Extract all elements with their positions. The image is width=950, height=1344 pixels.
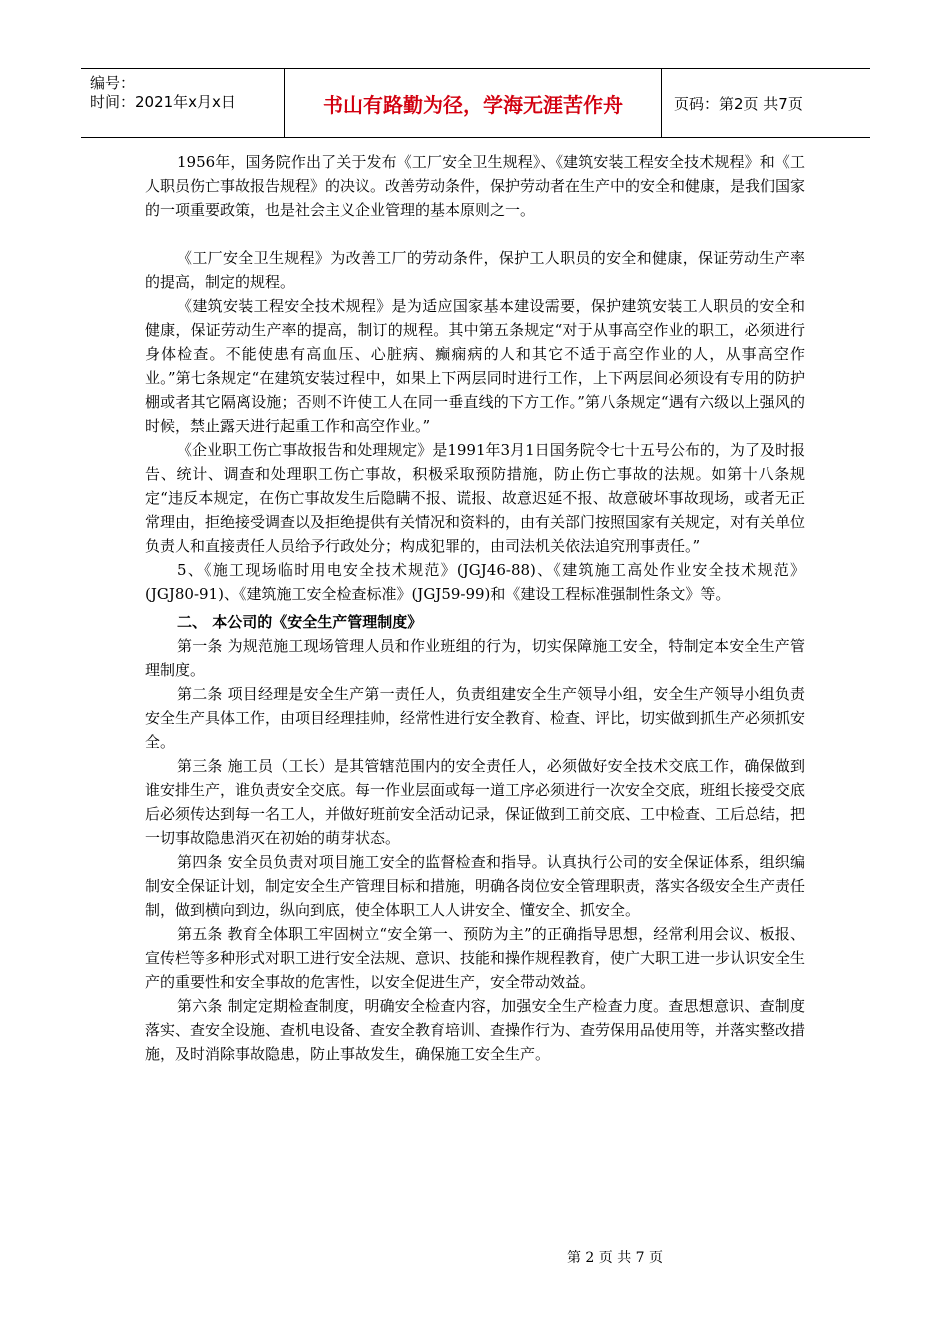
article-4: 第四条 安全员负责对项目施工安全的监督检查和指导。认真执行公司的安全保证体系，组织编制安全保证计划，制定安全生产管理目标和措施，明确各岗位安全管理职责，落实各级安全生产责任制，做到横向到边，纵向到底，使全体职工人人讲安全、懂安全、抓安全。: [145, 853, 806, 919]
paragraph-1956-decision: 1956年，国务院作出了关于发布《工厂安全卫生规程》、《建筑安装工程安全技术规程》和《工人职员伤亡事故报告规程》的决议。改善劳动条件，保护劳动者在生产中的安全和健康，是我们国家的一项重要政策，也是社会主义企业管理的基本原则之一。: [145, 153, 806, 219]
document-number-label: 编号：: [90, 74, 136, 92]
paragraph-standards-list: 5、《施工现场临时用电安全技术规范》(JGJ46-88)、《建筑施工高处作业安全技术规范》(JGJ80-91)、《建筑施工安全检查标准》(JGJ59-99)和《建设工程标准强制性条文》等。: [145, 561, 805, 603]
article-1: 第一条 为规范施工现场管理人员和作业班组的行为，切实保障施工安全，特制定本安全生产管理制度。: [145, 637, 805, 679]
article-5: 第五条 教育全体职工牢固树立“安全第一、预防为主”的正确指导思想，经常利用会议、板报、宣传栏等多种形式对职工进行安全法规、意识、技能和操作规程教育，使广大职工进一步认识安全生产的重要性和安全事故的危害性，以安全促进生产，安全带动效益。: [145, 925, 806, 991]
article-6: 第六条 制定定期检查制度，明确安全检查内容，加强安全生产检查力度。查思想意识、查制度落实、查安全设施、查机电设备、查安全教育培训、查操作行为、查劳保用品使用等，并落实整改措施，及时消除事故隐患，防止事故发生，确保施工安全生产。: [145, 997, 806, 1063]
page-header: [81, 68, 870, 138]
document-body: [145, 150, 805, 1066]
header-motto-cell: [285, 69, 662, 137]
document-time-label: 时间：2021年x月x日: [90, 93, 236, 111]
header-motto: 书山有路勤为径，学海无涯苦作舟: [323, 93, 623, 117]
paragraph-construction-rules: 《建筑安装工程安全技术规程》是为适应国家基本建设需要，保护建筑安装工人职员的安全和健康，保证劳动生产率的提高，制订的规程。其中第五条规定“对于从事高空作业的职工，必须进行身体检查。不能使患有高血压、心脏病、癫痫病的人和其它不适于高空作业的人，从事高空作业。”第七条规定“在建筑安装过程中，如果上下两层同时进行工作，上下两层间必须设有专用的防护棚或者其它隔离设施；否则不许使工人在同一垂直线的下方工作。”第八条规定“遇有六级以上强风的时候，禁止露天进行起重工作和高空作业。”: [145, 297, 805, 435]
paragraph-factory-rules: 《工厂安全卫生规程》为改善工厂的劳动条件，保护工人职员的安全和健康，保证劳动生产率的提高，制定的规程。: [145, 249, 805, 291]
header-info-cell: [81, 69, 285, 137]
article-2: 第二条 项目经理是安全生产第一责任人，负责组建安全生产领导小组，安全生产领导小组负责安全生产具体工作，由项目经理挂帅，经常性进行安全教育、检查、评比，切实做到抓生产必须抓安全。: [145, 685, 806, 751]
article-3: 第三条 施工员（工长）是其管辖范围内的安全责任人，必须做好安全技术交底工作，确保做到谁安排生产，谁负责安全交底。每一作业层面或每一道工序必须进行一次安全交底，班组长接受交底后必须传达到每一名工人，并做好班前安全活动记录，保证做到工前交底、工中检查、工后总结，把一切事故隐患消灭在初始的萌芽状态。: [145, 757, 806, 847]
header-page-code: 页码：第2页 共7页: [674, 95, 803, 113]
paragraph-accident-report-rules: 《企业职工伤亡事故报告和处理规定》是1991年3月1日国务院令七十五号公布的，为了及时报告、统计、调查和处理职工伤亡事故，积极采取预防措施，防止伤亡事故的法规。如第十八条规定“违反本规定，在伤亡事故发生后隐瞒不报、谎报、故意迟延不报、故意破坏事故现场，或者无正常理由，拒绝接受调查以及拒绝提供有关情况和资料的，由有关部门按照国家有关规定，对有关单位负责人和直接责任人员给予行政处分；构成犯罪的，由司法机关依法追究刑事责任。”: [145, 441, 806, 555]
section-heading: 二、 本公司的《安全生产管理制度》: [177, 613, 423, 631]
header-page-cell: [662, 69, 870, 137]
page-footer: 第 2 页 共 7 页: [566, 1250, 664, 1266]
